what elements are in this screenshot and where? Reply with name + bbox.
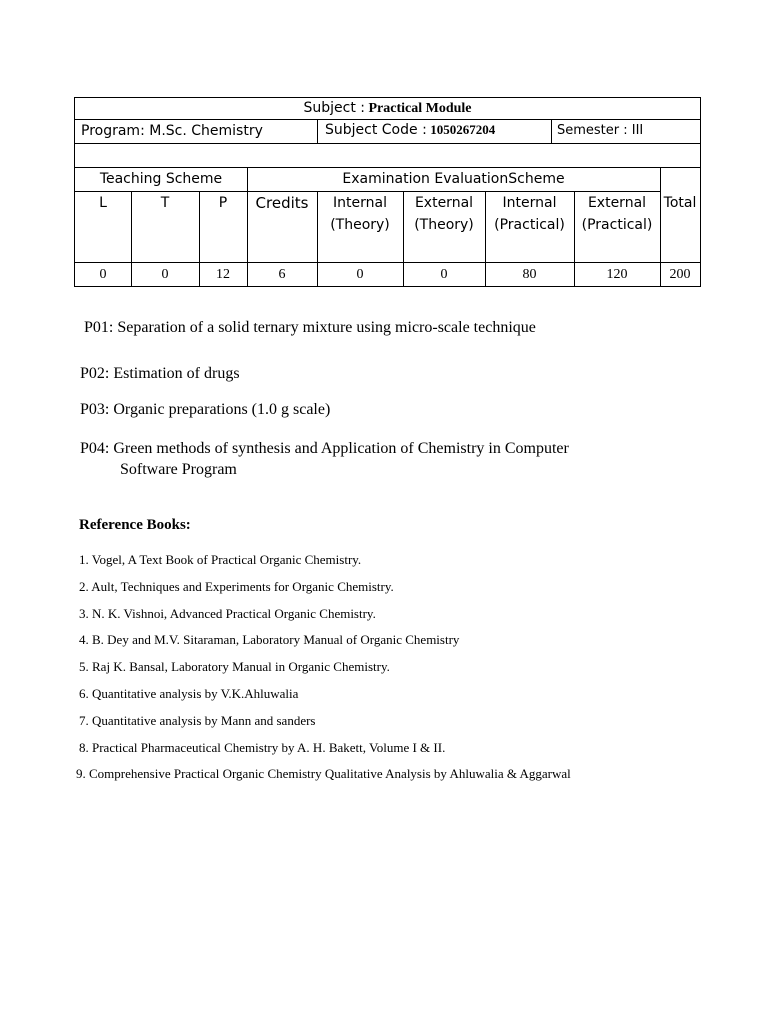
value-external-practical: 120 <box>606 267 628 282</box>
table-rule <box>75 167 700 168</box>
table-rule <box>75 119 700 120</box>
value-total: 200 <box>669 267 691 282</box>
value-l: 0 <box>99 267 107 282</box>
table-divider <box>551 119 552 143</box>
subject-value: Practical Module <box>368 101 472 116</box>
subject-code-label: Subject Code : <box>325 122 427 138</box>
value-t: 0 <box>161 267 169 282</box>
header-internal-theory-2: (Theory) <box>330 217 390 233</box>
header-internal-practical-1: Internal <box>502 195 557 211</box>
subject-row <box>75 99 700 118</box>
header-external-theory-2: (Theory) <box>414 217 474 233</box>
header-internal-theory-1: Internal <box>333 195 387 211</box>
reference-item: 2. Ault, Techniques and Experiments for Organic Chemistry. <box>79 579 394 594</box>
value-p: 12 <box>216 267 230 282</box>
header-p: P <box>218 195 228 211</box>
subject-code-value: 1050267204 <box>430 122 496 137</box>
practical-item: P03: Organic preparations (1.0 g scale) <box>80 401 331 418</box>
exam-scheme-header: Examination EvaluationScheme <box>342 171 565 187</box>
value-internal-practical: 80 <box>522 267 537 282</box>
header-l: L <box>99 195 107 211</box>
value-internal-theory: 0 <box>356 267 364 282</box>
practical-item: P02: Estimation of drugs <box>80 365 240 382</box>
teaching-scheme-header: Teaching Scheme <box>99 171 223 187</box>
practical-item: P01: Separation of a solid ternary mixture using micro-scale technique <box>84 319 536 336</box>
reference-item: 1. Vogel, A Text Book of Practical Organic Chemistry. <box>79 552 362 567</box>
value-external-theory: 0 <box>440 267 448 282</box>
header-t: T <box>160 195 170 211</box>
header-internal-practical-2: (Practical) <box>494 217 565 233</box>
reference-item: 4. B. Dey and M.V. Sitaraman, Laboratory Manual of Organic Chemistry <box>79 632 460 647</box>
semester-cell: Semester : III <box>557 123 644 138</box>
header-external-practical-2: (Practical) <box>581 217 653 233</box>
table-divider <box>317 119 318 143</box>
reference-item: 3. N. K. Vishnoi, Advanced Practical Organic Chemistry. <box>79 606 376 621</box>
reference-item: 8. Practical Pharmaceutical Chemistry by A. H. Bakett, Volume I & II. <box>79 740 446 755</box>
table-rule <box>75 262 700 263</box>
practical-item: P04: Green methods of synthesis and Application of Chemistry in Computer <box>80 440 569 457</box>
header-total: Total <box>663 195 697 211</box>
table-rule <box>75 191 660 192</box>
reference-item: 7. Quantitative analysis by Mann and sanders <box>79 713 316 728</box>
reference-item: 6. Quantitative analysis by V.K.Ahluwalia <box>79 686 299 701</box>
header-external-theory-1: External <box>414 195 474 211</box>
header-external-practical-1: External <box>587 195 647 211</box>
program-cell: Program: M.Sc. Chemistry <box>81 123 263 139</box>
syllabus-table <box>74 97 701 287</box>
subject-label: Subject : <box>303 100 365 116</box>
value-credits: 6 <box>278 267 286 282</box>
reference-heading: Reference Books: <box>79 517 191 533</box>
subject-code-cell <box>325 121 495 140</box>
practical-item-continuation: Software Program <box>120 461 237 478</box>
reference-item: 5. Raj K. Bansal, Laboratory Manual in Organic Chemistry. <box>79 659 390 674</box>
table-rule <box>75 143 700 144</box>
header-credits: Credits <box>255 194 309 212</box>
reference-item: 9. Comprehensive Practical Organic Chemistry Qualitative Analysis by Ahluwalia & Aggarwal <box>76 766 571 781</box>
